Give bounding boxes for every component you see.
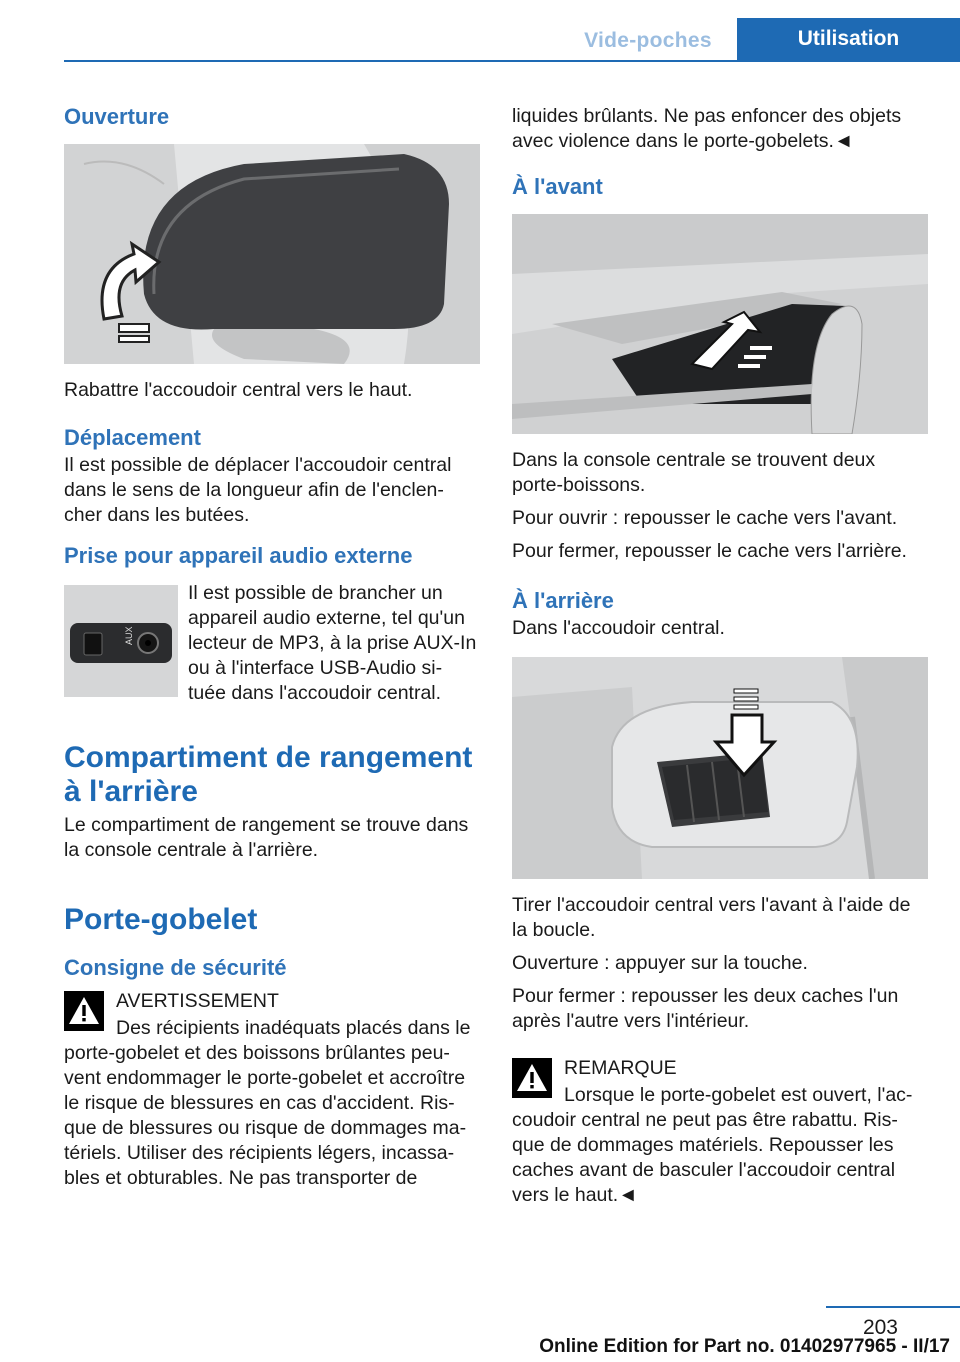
text-arriere-0: Dans l'accoudoir central. — [512, 617, 725, 639]
text-avant-1: Dans la console centrale se trouvent deux porte-boissons. — [512, 449, 876, 496]
note-block — [512, 1056, 928, 1208]
aux-usb-socket-image — [64, 585, 178, 697]
text-arriere-1: Tirer l'accoudoir central vers l'avant à l'aide de la boucle. — [512, 894, 911, 941]
left-column — [64, 100, 480, 1191]
text-avant-2: Pour ouvrir : repousser le cache vers l'avant. — [512, 507, 898, 529]
heading-deplacement: Déplacement — [64, 425, 201, 450]
text-compartiment: Le compartiment de rangement se trouve dans la console centrale à l'arrière. — [64, 814, 469, 861]
text-arriere-3: Pour fermer : repousser les deux caches l'un après l'autre vers l'intérieur. — [512, 985, 899, 1032]
edition-note: Online Edition for Part no. 01402977965 - II/17 — [539, 1336, 950, 1357]
audio-socket-block — [64, 581, 480, 721]
warning-triangle-icon — [64, 991, 104, 1031]
heading-porte-gobelet: Porte-gobelet — [64, 903, 258, 936]
heading-compartiment: Compartiment de rangement à l'arrière — [64, 741, 473, 808]
page-number: 203 — [862, 1316, 898, 1339]
heading-arriere: À l'arrière — [512, 588, 614, 613]
front-cupholder-illustration — [512, 214, 928, 434]
heading-ouverture: Ouverture — [64, 104, 170, 129]
text-continued: liquides brûlants. Ne pas enfoncer des objets avec violence dans le porte-gobelets.◄ — [512, 105, 902, 152]
warning-block — [64, 989, 480, 1191]
note-text: Lorsque le porte-gobelet est ouvert, l'ac-coudoir central ne peut pas être rabattu. Ris-que de dommages matériels. Repousser les caches avant de basculer l'accoudoir central vers le haut.◄ — [512, 1084, 913, 1206]
heading-avant: À l'avant — [512, 174, 603, 199]
footer-rule — [826, 1306, 960, 1308]
note-title: REMARQUE — [564, 1057, 677, 1079]
chapter-tab: Utilisation — [737, 18, 960, 60]
warning-triangle-icon — [512, 1058, 552, 1098]
text-deplacement: Il est possible de déplacer l'accoudoir central dans le sens de la longueur afin de l'enclen-cher dans les butées. — [64, 454, 452, 526]
heading-prise-audio: Prise pour appareil audio externe — [64, 543, 413, 568]
text-avant-3: Pour fermer, repousser le cache vers l'arrière. — [512, 540, 907, 562]
warning-text: Des récipients inadéquats placés dans le porte-gobelet et des boissons brûlantes peu-vent endommager le porte-gobelet et accroître le risque de blessures en cas d'accident. Ris-que de blessures ou risque de dommages ma-tériels. Utiliser des récipients légers, incassa-bles et obturables. Ne pas transporter de — [64, 1017, 471, 1189]
header-rule — [64, 60, 960, 62]
armrest-open-illustration — [64, 144, 480, 364]
text-arriere-2: Ouverture : appuyer sur la touche. — [512, 952, 808, 974]
rear-cupholder-illustration — [512, 657, 928, 879]
warning-title: AVERTISSEMENT — [116, 990, 279, 1012]
running-section-title: Vide-poches — [584, 29, 712, 52]
aux-label: AUX — [124, 626, 134, 645]
heading-consigne: Consigne de sécurité — [64, 955, 287, 980]
text-prise-audio: Il est possible de brancher un appareil audio externe, tel qu'un lecteur de MP3, à la prise AUX-In ou à l'interface USB-Audio si-tuée dans l'accoudoir central. — [188, 582, 477, 704]
caption-ouverture: Rabattre l'accoudoir central vers le haut. — [64, 379, 413, 401]
right-column — [512, 100, 928, 1208]
